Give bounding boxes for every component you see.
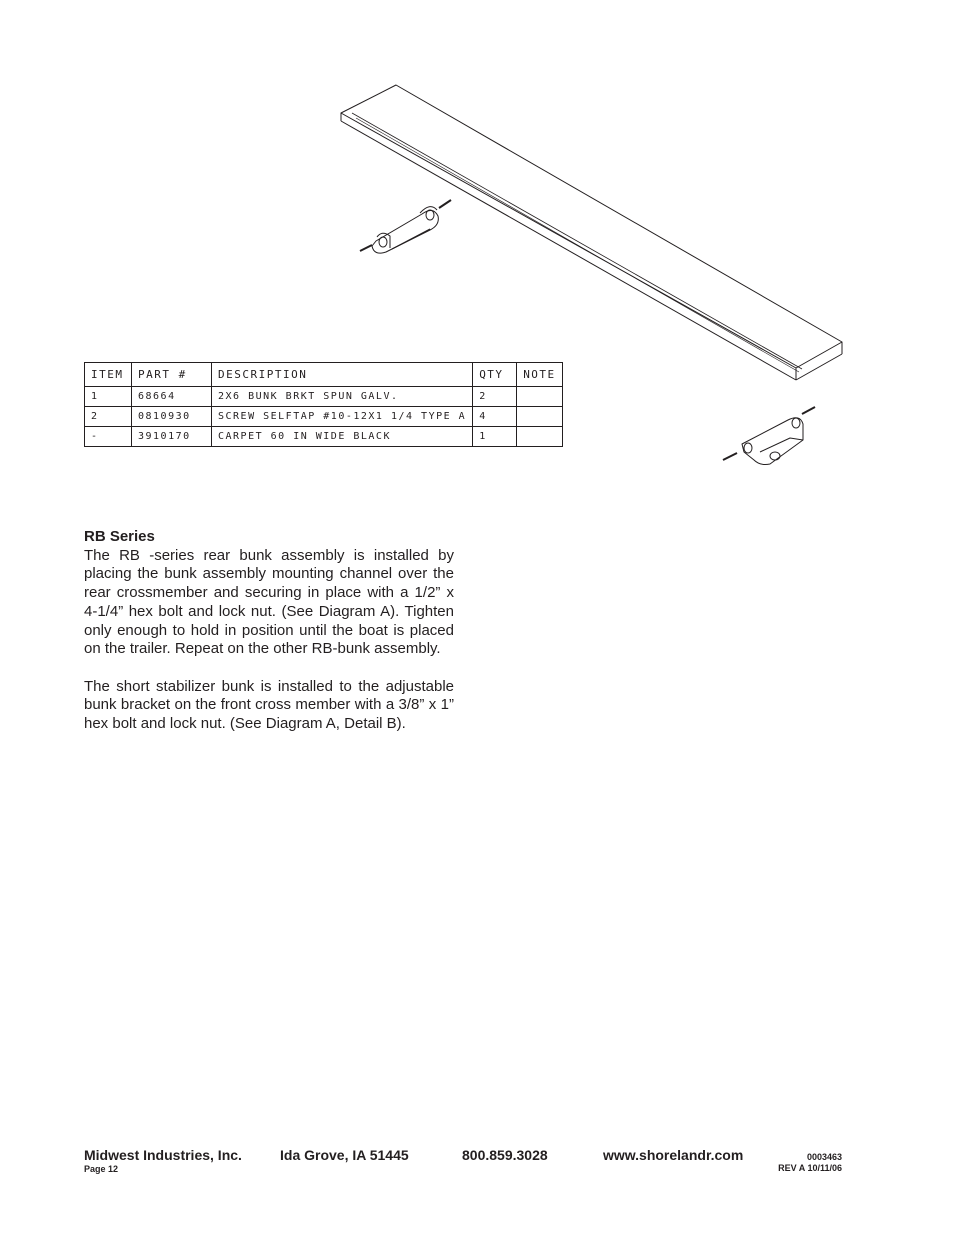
cell-item: 2 — [85, 407, 132, 427]
cell-part: 3910170 — [132, 427, 212, 447]
header-part: PART # — [132, 363, 212, 387]
cell-description: 2X6 BUNK BRKT SPUN GALV. — [212, 387, 473, 407]
cell-note — [517, 387, 563, 407]
instruction-paragraph-2: The short stabilizer bunk is installed to the adjustable bunk bracket on the front cross member with a 3/8” x 1” hex bolt and lock nut. (See Diagram A, Detail B). — [84, 677, 454, 733]
instructions — [84, 528, 454, 752]
cell-part: 0810930 — [132, 407, 212, 427]
header-qty: QTY — [473, 363, 517, 387]
header-description: DESCRIPTION — [212, 363, 473, 387]
footer-doc-number: 0003463 — [806, 1152, 842, 1162]
screw-upper-2 — [439, 200, 451, 208]
cell-qty: 4 — [473, 407, 517, 427]
cell-description: SCREW SELFTAP #10-12X1 1/4 TYPE A — [212, 407, 473, 427]
table-row — [85, 427, 563, 447]
screw-lower-1 — [723, 453, 737, 460]
footer-page-number: Page 12 — [84, 1164, 119, 1174]
table-row — [85, 387, 563, 407]
screw-upper-1 — [360, 245, 372, 251]
footer-location: Ida Grove, IA 51445 — [280, 1147, 409, 1163]
footer-website: www.shorelandr.com — [603, 1147, 744, 1163]
table-row — [85, 407, 563, 427]
parts-table — [84, 362, 563, 447]
screw-lower-2 — [802, 407, 815, 414]
cell-item: 1 — [85, 387, 132, 407]
footer-phone: 800.859.3028 — [462, 1147, 548, 1163]
cell-note — [517, 407, 563, 427]
bunk-bracket-upper — [372, 207, 438, 254]
cell-part: 68664 — [132, 387, 212, 407]
bunk-bracket-lower — [742, 418, 803, 465]
instruction-paragraph-1: The RB -series rear bunk assembly is installed by placing the bunk assembly mounting channel over the rear crossmember and securing in place with a 1/2” x 4-1/4” hex bolt and lock nut. (See Diagram A). Tighten only enough to hold in position until the boat is placed on the trailer. Repeat on the other RB-bunk assembly. — [84, 546, 454, 658]
cell-note — [517, 427, 563, 447]
parts-table-header — [85, 363, 563, 387]
footer-revision: REV A 10/11/06 — [778, 1163, 842, 1173]
cell-qty: 2 — [473, 387, 517, 407]
section-heading: RB Series — [84, 528, 155, 545]
cell-description: CARPET 60 IN WIDE BLACK — [212, 427, 473, 447]
cell-qty: 1 — [473, 427, 517, 447]
header-item: ITEM — [85, 363, 132, 387]
header-note: NOTE — [517, 363, 563, 387]
footer-company: Midwest Industries, Inc. — [84, 1147, 242, 1163]
cell-item: - — [85, 427, 132, 447]
